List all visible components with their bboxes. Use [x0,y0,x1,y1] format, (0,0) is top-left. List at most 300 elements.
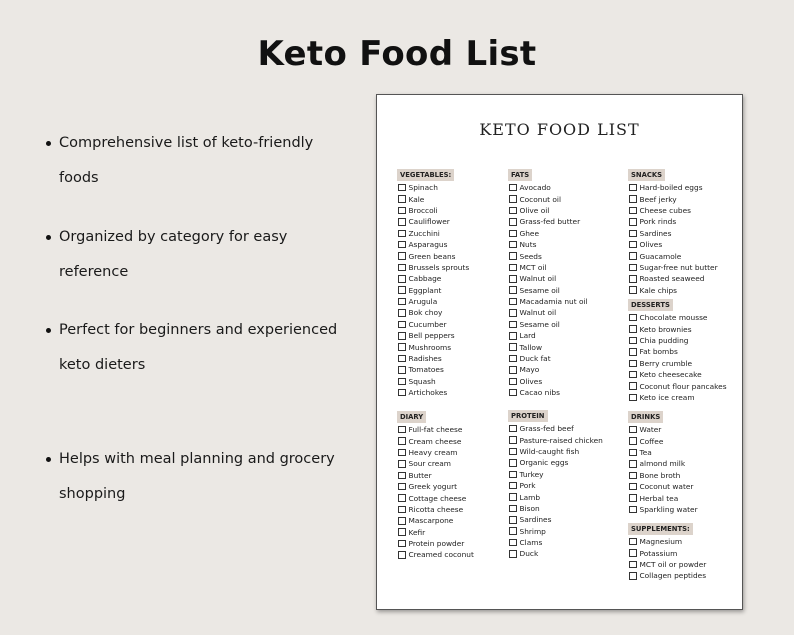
food-item [397,492,474,503]
checkbox-icon[interactable] [509,436,517,444]
food-item [628,547,706,558]
food-item-label: Grass-fed butter [519,217,581,227]
food-item [397,285,469,296]
food-item [397,250,469,261]
food-item-label: Potassium [639,548,678,558]
checkbox-icon[interactable] [629,460,637,468]
food-item-label: almond milk [639,459,686,469]
food-item [628,250,718,261]
food-item [508,491,603,502]
bullet-icon [46,141,51,146]
food-item-label: Hard-boiled eggs [639,183,703,193]
checkbox-icon[interactable] [398,343,406,351]
food-item-label: Tallow [519,342,542,352]
feature-text-line: keto dieters [59,357,146,373]
food-item-label: Coconut flour pancakes [639,381,727,391]
bullet-icon [46,457,51,462]
checkbox-icon[interactable] [398,517,406,525]
food-item [628,216,718,227]
food-item-label: Coconut oil [519,194,562,204]
food-item [508,228,588,239]
food-item [628,392,727,403]
checkbox-icon[interactable] [629,561,637,569]
food-item [397,330,469,341]
food-item [508,353,588,364]
food-item-label: Brussels sprouts [408,262,470,272]
food-item-label: Turkey [519,469,544,479]
food-item-label: Pork rinds [639,217,677,227]
checkbox-icon[interactable] [509,459,517,467]
food-item [508,526,603,537]
checkbox-icon[interactable] [629,314,637,322]
food-item [397,481,474,492]
food-item [397,458,474,469]
food-item-label: Kefir [408,527,426,537]
checkbox-icon[interactable] [509,321,517,329]
food-item [397,228,469,239]
bullet-icon [46,235,51,240]
food-item [628,346,727,357]
food-item [508,446,603,457]
food-item [397,205,469,216]
checkbox-icon[interactable] [509,343,517,351]
food-item-label: Tomatoes [408,365,444,375]
checkbox-icon[interactable] [629,348,637,356]
checkbox-icon[interactable] [398,389,406,397]
food-item-label: Lard [519,331,536,341]
food-item [628,358,727,369]
checkbox-icon[interactable] [509,425,517,433]
checkbox-icon[interactable] [398,472,406,480]
food-item [628,458,698,469]
checkbox-icon[interactable] [398,275,406,283]
food-item [508,469,603,480]
food-item [628,559,706,570]
checkbox-icon[interactable] [629,426,637,434]
food-item [397,353,469,364]
checkbox-icon[interactable] [509,184,517,192]
food-item-label: Greek yogurt [408,482,458,492]
checkbox-icon[interactable] [629,549,637,557]
checkbox-icon[interactable] [398,528,406,536]
checkbox-icon[interactable] [398,460,406,468]
food-item [397,341,469,352]
food-item [508,503,603,514]
food-item-label: Full-fat cheese [408,425,463,435]
food-item-label: Cottage cheese [408,493,467,503]
food-item [397,549,474,560]
checkbox-icon[interactable] [509,252,517,260]
checkbox-icon[interactable] [509,195,517,203]
food-item-label: Asparagus [408,240,448,250]
checkbox-icon[interactable] [629,241,637,249]
food-list-sheet [376,94,743,610]
food-item-label: Walnut oil [519,274,557,284]
food-item-label: Berry crumble [639,358,693,368]
food-item [508,296,588,307]
food-item-label: Herbal tea [639,493,679,503]
checkbox-icon[interactable] [398,426,406,434]
food-item [508,537,603,548]
food-item-label: Bison [519,503,540,513]
food-item [508,262,588,273]
food-item [397,216,469,227]
checkbox-icon[interactable] [509,230,517,238]
food-item [508,193,588,204]
food-category-section [397,162,469,398]
food-item-label: Coconut water [639,482,694,492]
food-category-section [508,162,588,398]
food-item-label: MCT oil [519,262,547,272]
checkbox-icon[interactable] [509,264,517,272]
checkbox-icon[interactable] [629,382,637,390]
food-category-section [628,292,727,403]
food-item [628,239,718,250]
food-item [508,514,603,525]
food-item [397,470,474,481]
checkbox-icon[interactable] [398,378,406,386]
checkbox-icon[interactable] [509,366,517,374]
bullet-icon [46,328,51,333]
checkbox-icon[interactable] [509,482,517,490]
food-item [628,504,698,515]
food-item [508,376,588,387]
food-item [628,205,718,216]
checkbox-icon[interactable] [629,252,637,260]
food-item [508,341,588,352]
checkbox-icon[interactable] [398,332,406,340]
food-item [508,548,603,559]
checkbox-icon[interactable] [398,494,406,502]
food-item-label: Green beans [408,251,456,261]
checkbox-icon[interactable] [398,264,406,272]
food-item [508,434,603,445]
checkbox-icon[interactable] [509,471,517,479]
food-item [628,182,718,193]
checkbox-icon[interactable] [509,309,517,317]
food-item-label: Sparkling water [639,504,698,514]
checkbox-icon[interactable] [398,184,406,192]
food-item-label: Grass-fed beef [519,424,574,434]
food-item [628,447,698,458]
checkbox-icon[interactable] [629,230,637,238]
food-item-label: Kale [408,194,425,204]
food-item-label: Wild-caught fish [519,446,580,456]
checkbox-icon[interactable] [509,527,517,535]
food-item-label: Cabbage [408,274,442,284]
checkbox-icon[interactable] [398,355,406,363]
category-label: FATS [508,169,532,181]
food-item-label: Cauliflower [408,217,450,227]
checkbox-icon[interactable] [629,449,637,457]
food-item [508,205,588,216]
food-item-label: Water [639,425,662,435]
food-category-section [628,162,718,296]
food-item-label: Spinach [408,183,438,193]
food-item-label: Pasture-raised chicken [519,435,603,445]
checkbox-icon[interactable] [398,506,406,514]
food-item-label: Radishes [408,354,442,364]
checkbox-icon[interactable] [398,252,406,260]
food-item [397,364,469,375]
food-item [397,193,469,204]
food-item [508,239,588,250]
food-item-label: Sugar-free nut butter [639,262,718,272]
food-item-label: Cacao nibs [519,388,560,398]
food-item-label: Sour cream [408,459,451,469]
checkbox-icon[interactable] [509,539,517,547]
food-item [628,323,727,334]
food-item [397,307,469,318]
food-item [508,364,588,375]
checkbox-icon[interactable] [509,516,517,524]
food-category-section [628,404,698,515]
food-category-section [508,403,603,560]
food-item [397,515,474,526]
checkbox-icon[interactable] [398,551,406,559]
category-label: VEGETABLES: [397,169,454,181]
food-item [397,239,469,250]
checkbox-icon[interactable] [509,448,517,456]
food-item-label: Keto ice cream [639,392,695,402]
food-item-label: Squash [408,376,436,386]
food-item [508,273,588,284]
food-item [508,319,588,330]
checkbox-icon[interactable] [398,321,406,329]
food-item [397,504,474,515]
food-item [397,435,474,446]
checkbox-icon[interactable] [629,494,637,502]
checkbox-icon[interactable] [629,437,637,445]
checkbox-icon[interactable] [509,355,517,363]
checkbox-icon[interactable] [509,275,517,283]
food-item-label: Magnesium [639,537,683,547]
food-item [628,380,727,391]
checkbox-icon[interactable] [398,449,406,457]
food-item-label: Chocolate mousse [639,313,708,323]
checkbox-icon[interactable] [398,540,406,548]
feature-text [59,313,349,383]
checkbox-icon[interactable] [398,366,406,374]
checkbox-icon[interactable] [398,230,406,238]
food-item-label: Eggplant [408,285,442,295]
food-item-label: Sesame oil [519,285,560,295]
food-item-label: Olive oil [519,205,550,215]
checkbox-icon[interactable] [398,195,406,203]
food-item-label: Collagen peptides [639,571,707,581]
food-item [397,538,474,549]
checkbox-icon[interactable] [509,332,517,340]
food-item [508,182,588,193]
food-item-label: Kale chips [639,285,678,295]
checkbox-icon[interactable] [629,371,637,379]
checkbox-icon[interactable] [629,472,637,480]
food-item-label: Clams [519,538,543,548]
checkbox-icon[interactable] [398,218,406,226]
category-label: PROTEIN [508,410,548,422]
food-item-label: Macadamia nut oil [519,297,588,307]
food-item [508,480,603,491]
category-label: SUPPLEMENTS: [628,523,693,535]
food-item [628,273,718,284]
food-item-label: Creamed coconut [408,550,474,560]
feature-text [59,442,349,512]
checkbox-icon[interactable] [398,437,406,445]
checkbox-icon[interactable] [509,286,517,294]
checkbox-icon[interactable] [509,378,517,386]
food-item-label: Duck fat [519,354,551,364]
food-item-label: Mayo [519,365,540,375]
checkbox-icon[interactable] [629,195,637,203]
food-item [628,262,718,273]
category-label: DRINKS [628,411,663,423]
food-item-label: Butter [408,470,432,480]
checkbox-icon[interactable] [509,207,517,215]
food-item-label: Tea [639,447,652,457]
food-item-label: Seeds [519,251,542,261]
food-item-label: Avocado [519,183,551,193]
checkbox-icon[interactable] [398,298,406,306]
food-item-label: Olives [519,376,543,386]
food-item [628,193,718,204]
food-item-label: Bone broth [639,470,681,480]
checkbox-icon[interactable] [509,505,517,513]
food-item-label: Guacamole [639,251,682,261]
checkbox-icon[interactable] [629,360,637,368]
checkbox-icon[interactable] [509,298,517,306]
checkbox-icon[interactable] [629,538,637,546]
food-item-label: Broccoli [408,205,438,215]
food-item-label: Pork [519,481,536,491]
food-item-label: Cheese cubes [639,205,692,215]
food-item-label: Ricotta cheese [408,504,464,514]
food-item-label: Roasted seaweed [639,274,705,284]
feature-text-line: Perfect for beginners and experienced [59,322,338,338]
checkbox-icon[interactable] [509,493,517,501]
food-item [397,296,469,307]
food-item-label: Heavy cream [408,447,458,457]
food-item [508,457,603,468]
checkbox-icon[interactable] [398,483,406,491]
food-item-label: Beef jerky [639,194,677,204]
checkbox-icon[interactable] [398,309,406,317]
checkbox-icon[interactable] [629,218,637,226]
food-item-label: Ghee [519,228,540,238]
checkbox-icon[interactable] [629,483,637,491]
feature-text: Organized by category for easy reference [59,229,288,280]
food-item [628,470,698,481]
food-item [508,423,603,434]
category-label: DIARY [397,411,426,423]
food-item [397,262,469,273]
food-item [628,424,698,435]
food-item [508,216,588,227]
food-item [508,387,588,398]
food-item-label: Walnut oil [519,308,557,318]
checkbox-icon[interactable] [629,184,637,192]
food-category-section [628,516,706,582]
food-item-label: Fat bombs [639,347,678,357]
checkbox-icon[interactable] [629,394,637,402]
food-item-label: Bell peppers [408,331,455,341]
food-item [508,285,588,296]
food-item [628,481,698,492]
food-item-label: Sardines [639,228,672,238]
food-item [397,376,469,387]
food-item-label: Cucumber [408,319,447,329]
feature-text-line: Helps with meal planning and grocery [59,451,335,467]
checkbox-icon[interactable] [398,241,406,249]
food-item-label: Arugula [408,297,438,307]
category-label: DESSERTS [628,299,673,311]
food-item [397,447,474,458]
category-label: SNACKS [628,169,665,181]
food-item-label: Chia pudding [639,335,689,345]
checkbox-icon[interactable] [629,275,637,283]
food-item-label: Nuts [519,240,537,250]
food-item-label: Protein powder [408,539,465,549]
food-item [397,182,469,193]
food-category-section [397,404,474,561]
food-item-label: Sesame oil [519,319,560,329]
food-item-label: Organic eggs [519,458,569,468]
food-item [508,250,588,261]
food-item-label: Keto brownies [639,324,692,334]
food-item-label: Coffee [639,436,664,446]
food-item [397,319,469,330]
checkbox-icon[interactable] [509,218,517,226]
food-item [397,527,474,538]
food-item-label: MCT oil or powder [639,559,707,569]
food-item [628,369,727,380]
checkbox-icon[interactable] [629,337,637,345]
checkbox-icon[interactable] [629,325,637,333]
food-item [397,273,469,284]
food-item-label: Shrimp [519,526,546,536]
sheet-title: KETO FOOD LIST [479,120,640,139]
feature-text-line: shopping [59,486,126,502]
food-item [628,335,727,346]
checkbox-icon[interactable] [629,207,637,215]
checkbox-icon[interactable] [509,241,517,249]
checkbox-icon[interactable] [398,207,406,215]
checkbox-icon[interactable] [629,572,637,580]
page-title: Keto Food List [257,34,537,74]
checkbox-icon[interactable] [629,264,637,272]
food-item [397,387,469,398]
checkbox-icon[interactable] [629,506,637,514]
food-item-label: Sardines [519,515,552,525]
food-item [628,492,698,503]
food-item-label: Mascarpone [408,516,454,526]
food-item [628,312,727,323]
food-item-label: Bok choy [408,308,443,318]
checkbox-icon[interactable] [398,286,406,294]
food-item-label: Keto cheesecake [639,370,702,380]
feature-text: Comprehensive list of keto-friendly foods [59,135,314,186]
food-item [508,330,588,341]
food-item [628,435,698,446]
checkbox-icon[interactable] [509,550,517,558]
food-item-label: Cream cheese [408,436,462,446]
food-item-label: Artichokes [408,388,448,398]
food-item-label: Olives [639,240,663,250]
food-item-label: Mushrooms [408,342,452,352]
food-item [628,570,706,581]
food-item-label: Duck [519,549,539,559]
food-item [508,307,588,318]
checkbox-icon[interactable] [509,389,517,397]
